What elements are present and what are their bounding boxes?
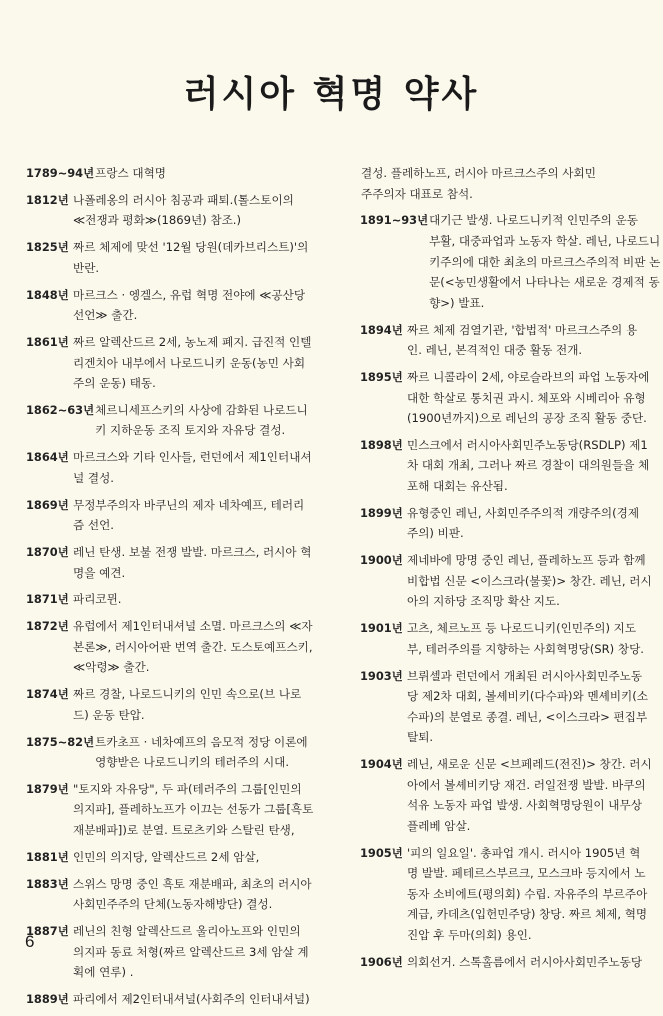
description-line: 의지파], 플레하노프가 이끄는 선동가 그룹[흑토 [73, 802, 314, 817]
timeline-entry [360, 163, 638, 204]
page-title: 러시아 혁명 약사 [183, 74, 480, 115]
description-line: (1900년까지)으로 레닌의 공장 조직 활동 중단. [407, 411, 647, 426]
description-line: 사회민주주의 단체(노동자해방단) 결성. [73, 897, 273, 912]
timeline-year: 1901년 [360, 621, 403, 636]
description-line: 당 제2차 대회, 볼셰비키(다수파)와 멘셰비키(소 [407, 689, 648, 704]
description-line: 프랑스 대혁명 [95, 166, 166, 180]
description-line: 플레베 암살. [407, 818, 471, 833]
description-line: 대한 학살로 통치권 과시. 체포와 시베리아 유형 [407, 390, 646, 405]
timeline-description [407, 843, 647, 946]
timeline-left-column [26, 163, 322, 1016]
timeline-description [73, 542, 322, 583]
timeline-description [73, 190, 322, 231]
timeline-year: 1905년 [360, 845, 403, 860]
timeline-entry [26, 847, 322, 868]
timeline-year: 1900년 [360, 553, 403, 568]
description-line: 주의) 비판. [407, 526, 464, 541]
description-line: 선언≫ 출간. [73, 308, 138, 323]
description-line: 파리코뮌. [73, 592, 122, 607]
timeline-description [407, 367, 649, 429]
description-line: 문(<농민생활에서 나타나는 새로운 경제적 동 [429, 275, 660, 290]
timeline-entry [26, 542, 322, 583]
description-line: 대기근 발생. 나로드니키적 인민주의 운동 [429, 213, 638, 228]
description-line: 인민의 의지당, 알렉산드르 2세 암살, [73, 849, 260, 864]
timeline-entry [26, 495, 322, 536]
description-line: "토지와 자유당", 두 파(테러주의 그룹[인민의 [73, 781, 302, 796]
timeline-entry [26, 989, 322, 1010]
description-line: 비합법 신문 <이스크라(불꽃)> 창간. 레닌, 러시 [407, 573, 652, 588]
description-line: 유형중인 레닌, 사회민주주의적 개량주의(경제 [407, 505, 640, 520]
description-line: 널 결성. [73, 470, 114, 485]
timeline-entry [26, 921, 322, 983]
description-line: 인. 레닌, 본격적인 대중 활동 전개. [407, 343, 583, 358]
timeline-year: 1903년 [360, 668, 403, 683]
description-line: 영향받은 나로드니키의 테러주의 시대. [95, 755, 290, 770]
description-line: 아에서 볼셰비키당 재건. 러일전쟁 발발. 바쿠의 [407, 777, 646, 792]
description-line: 마르크스와 기타 인사들, 런던에서 제1인터내셔 [73, 450, 312, 465]
timeline-description [407, 618, 644, 659]
timeline-description [73, 285, 322, 326]
timeline-year: 1789~94년 [26, 166, 95, 180]
timeline-entry [360, 550, 652, 612]
timeline-year: 1891~93년 [360, 213, 429, 228]
description-line: 트카초프 · 네차예프의 음모적 정당 이론에 [95, 734, 308, 749]
timeline-entry [360, 843, 648, 946]
description-line: 재분배파])로 분열. 트로츠키와 스탈린 탄생, [73, 823, 295, 838]
timeline-description [407, 435, 649, 497]
description-line: 제네바에 망명 중인 레닌, 플레하노프 등과 함께 [407, 553, 646, 568]
timeline-year: 1898년 [360, 437, 403, 452]
timeline-entry [360, 754, 652, 836]
timeline-entry [360, 952, 643, 973]
timeline-entry [26, 779, 322, 841]
description-line: 민스크에서 러시아사회민주노동당(RSDLP) 제1 [407, 437, 648, 452]
timeline-description [73, 684, 322, 725]
timeline-description [407, 550, 652, 612]
timeline-description [407, 666, 648, 748]
timeline-entry [360, 618, 644, 659]
timeline-description [73, 847, 322, 868]
timeline-description [73, 447, 322, 488]
timeline-year: 1889년 [26, 991, 69, 1006]
timeline-year: 1899년 [360, 505, 403, 520]
timeline-year: 1887년 [26, 924, 69, 938]
description-line: ≪전쟁과 평화≫(1869년) 참조.) [73, 213, 242, 228]
description-line: 스위스 망명 중인 흑토 재분배파, 최초의 러시아 [73, 876, 312, 891]
timeline-entry [26, 589, 322, 610]
description-line: 마르크스 · 엥겔스, 유럽 혁명 전야에 ≪공산당 [73, 287, 306, 302]
timeline-description [95, 400, 322, 441]
timeline-year: 1869년 [26, 497, 69, 512]
timeline-year: 1904년 [360, 757, 403, 772]
timeline-year: 1870년 [26, 545, 69, 559]
timeline-entry [26, 684, 322, 725]
description-line: 향>) 발표. [429, 295, 485, 310]
timeline-description [429, 210, 660, 313]
timeline-year: 1881년 [26, 849, 69, 864]
timeline-entry [26, 874, 322, 915]
description-line: 고츠, 체르노프 등 나로드니키(인민주의) 지도 [407, 621, 637, 636]
timeline-entry [26, 285, 322, 326]
timeline-year: 1848년 [26, 287, 69, 302]
timeline-year: 1875~82년 [26, 734, 95, 749]
description-line: 드) 운동 탄압. [73, 707, 145, 722]
description-line: 레닌의 친형 알렉산드르 울리아노프와 인민의 [73, 924, 301, 938]
description-line: 진압 후 두마(의회) 용인. [407, 928, 532, 943]
timeline-entry [26, 400, 322, 441]
timeline-description [73, 779, 322, 841]
timeline-entry [360, 367, 650, 429]
description-line: 짜르 경찰, 나로드니키의 인민 속으로(브 나로 [73, 687, 302, 702]
description-line: 주주의자 대표로 참석. [361, 186, 473, 201]
timeline-description [95, 732, 322, 773]
timeline-description [95, 163, 322, 184]
timeline-entry [26, 332, 322, 394]
timeline-description [73, 495, 322, 536]
timeline-entry [26, 447, 322, 488]
timeline-year: 1825년 [26, 240, 69, 255]
description-line: 동자 소비에트(평의회) 수립. 자유주의 부르주아 [407, 886, 648, 901]
timeline-description [407, 952, 642, 973]
timeline-entry [26, 237, 322, 278]
description-line: 나폴레옹의 러시아 침공과 패퇴.(톨스토이의 [73, 192, 294, 207]
timeline-year: 1874년 [26, 687, 69, 702]
description-line: 주의 운동) 태동. [73, 376, 156, 391]
description-line: 무정부주의자 바쿠닌의 제자 네차예프, 테러리 [73, 497, 305, 512]
description-line: 반란. [73, 260, 100, 275]
timeline-description [407, 503, 639, 544]
timeline-description [407, 320, 638, 361]
description-line: '피의 일요일'. 총파업 개시. 러시아 1905년 혁 [407, 845, 641, 860]
timeline-right-column [360, 163, 661, 979]
timeline-year: 1894년 [360, 322, 403, 337]
description-line: 명을 예견. [73, 565, 126, 580]
description-line: 키 지하운동 조직 토지와 자유당 결성. [95, 423, 286, 438]
description-line: 부, 테러주의를 지향하는 사회혁명당(SR) 창당. [407, 641, 644, 656]
timeline-entry [26, 616, 322, 678]
timeline-year: 1871년 [26, 592, 69, 607]
timeline-entry [360, 666, 648, 748]
timeline-entry [26, 163, 322, 184]
description-line: 키주의에 대한 최초의 마르크스주의적 비판 논 [429, 254, 661, 269]
timeline-entry [360, 435, 650, 497]
timeline-description [73, 616, 322, 678]
timeline-entry [360, 503, 638, 544]
description-line: 즘 선언. [73, 518, 114, 533]
description-line: 짜르 알렉산드르 2세, 농노제 폐지. 급진적 인텔 [73, 334, 312, 349]
timeline-description [73, 921, 322, 983]
timeline-year: 1895년 [360, 369, 403, 384]
timeline-description [73, 237, 322, 278]
description-line: 짜르 니콜라이 2세, 야로슬라브의 파업 노동자에 [407, 369, 650, 384]
description-line: ≪악령≫ 출간. [73, 660, 150, 675]
description-line: 짜르 체제에 맞선 '12월 당원(데카브리스트)'의 [73, 240, 309, 255]
description-line: 계급, 카데츠(입헌민주당) 창당. 짜르 체제, 혁명 [407, 907, 648, 922]
description-line: 명 발발. 페테르스부르크, 모스크바 등지에서 노 [407, 866, 646, 881]
timeline-year: 1862~63년 [26, 402, 95, 417]
description-line: 석유 노동자 파업 발생. 사회혁명당원이 내무상 [407, 798, 642, 813]
timeline-entry [360, 320, 638, 361]
timeline-entry [26, 190, 322, 231]
description-line: 탈퇴. [407, 730, 434, 745]
description-line: 유럽에서 제1인터내셔널 소멸. 마르크스의 ≪자 [73, 619, 313, 634]
timeline-year: 1906년 [360, 954, 403, 969]
description-line: 수파)의 분열로 종결. 레닌, <이스크라> 편집부 [407, 709, 648, 724]
description-line: 의지파 동료 처형(짜르 알렉산드르 3세 암살 계 [73, 944, 309, 959]
timeline-description [73, 332, 322, 394]
description-line: 레닌, 새로운 신문 <브페레드(전진)> 창간. 러시 [407, 757, 652, 772]
timeline-description [73, 989, 322, 1010]
description-line: 부활, 대중파업과 노동자 학살. 레닌, 나로드니 [429, 233, 661, 248]
timeline-year: 1883년 [26, 876, 69, 891]
timeline-year: 1812년 [26, 192, 69, 207]
timeline-description [73, 589, 322, 610]
timeline-year: 1872년 [26, 619, 69, 634]
description-line: 본론≫, 러시아어판 번역 출간. 도스토예프스키, [73, 639, 313, 654]
description-line: 체르니세프스키의 사상에 감화된 나로드니 [95, 402, 308, 417]
description-line: 짜르 체제 검열기관, '합법적' 마르크스주의 용 [407, 322, 638, 337]
timeline-entry [360, 210, 661, 313]
page-number: 6 [25, 932, 35, 951]
timeline-year: 1879년 [26, 781, 69, 796]
description-line: 획에 연루) . [73, 965, 134, 980]
description-line: 리겐치아 내부에서 나로드니키 운동(농민 사회 [73, 355, 306, 370]
description-line: 브뤼셀과 런던에서 개최된 러시아사회민주노동 [407, 668, 643, 683]
description-line: 결성. 플레하노프, 러시아 마르크스주의 사회민 [361, 166, 596, 180]
timeline-year: 1861년 [26, 334, 69, 349]
description-line: 포해 대회는 유산됨. [407, 479, 508, 494]
timeline-description [73, 874, 322, 915]
description-line: 아의 지하당 조직망 확산 지도. [407, 594, 560, 609]
timeline-description [407, 754, 652, 836]
description-line: 파리에서 제2인터내셔널(사회주의 인터내셔널) [73, 991, 310, 1006]
timeline-description [361, 163, 638, 204]
timeline-entry [26, 732, 322, 773]
description-line: 레닌 탄생. 보불 전쟁 발발. 마르크스, 러시아 혁 [73, 545, 312, 559]
description-line: 의회선거. 스톡홀름에서 러시아사회민주노동당 [407, 954, 643, 969]
timeline-year: 1864년 [26, 450, 69, 465]
description-line: 차 대회 개최, 그러나 짜르 경찰이 대의원들을 체 [407, 458, 650, 473]
